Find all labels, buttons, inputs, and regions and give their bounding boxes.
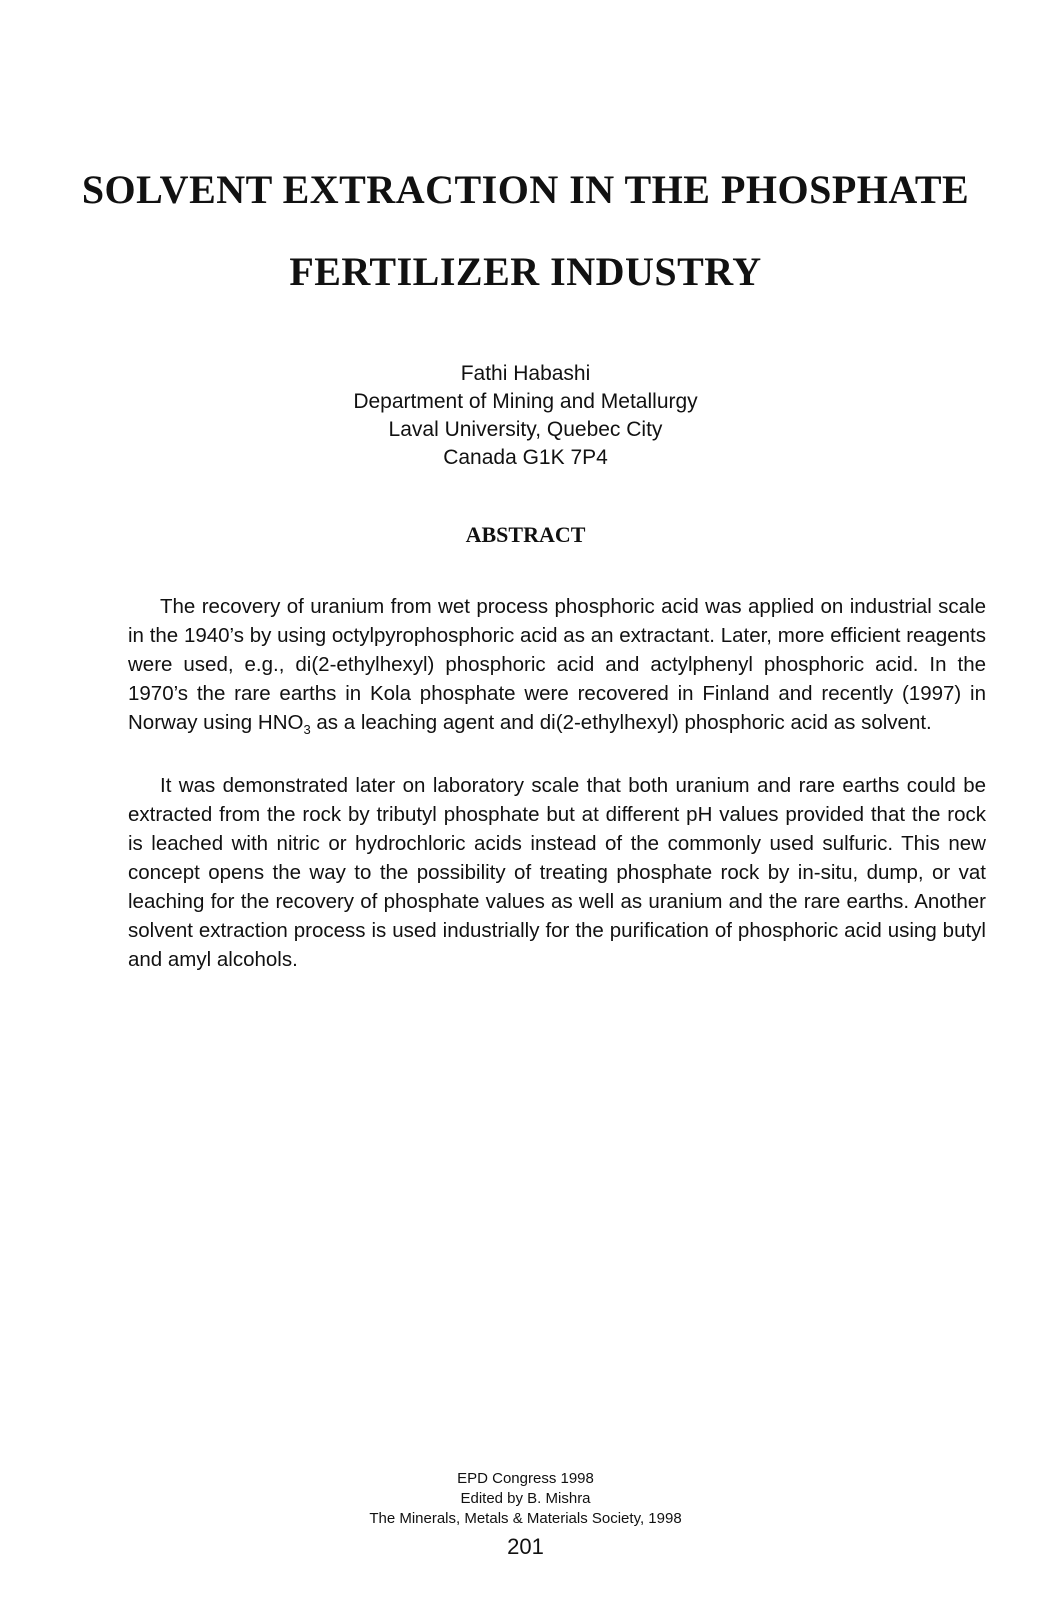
- footer-publisher: The Minerals, Metals & Materials Society, 1998: [369, 1510, 682, 1527]
- title-line-1: SOLVENT EXTRACTION IN THE PHOSPHATE: [81, 167, 970, 212]
- abstract-p1-text-a: The recovery of uranium from wet process phosphoric acid was applied on industrial scale in the 1940’s by using octylpyrophosphoric acid as an extractant. Later, more efficient reagents were used, e.g., di(2-ethylhexyl) phosphoric acid and actylphenyl phosphoric acid. In the 1970’s the rare earths in Kola phosphate were recovered in Finland and recently (1997) in Norway using HNO: [128, 595, 986, 734]
- abstract-p2-text: It was demonstrated later on laboratory scale that both uranium and rare earths could be extracted from the rock by tributyl phosphate but at different pH values provided that the rock is leached with nitric or hydrochloric acids instead of the commonly used sulfuric. This new concept opens the way to the possibility of treating phosphate rock by in-situ, dump, or vat leaching for the recovery of phosphate values as well as uranium and the rare earths. Another solvent extraction process is used industrially for the purification of phosphoric acid using butyl and amyl alcohols.: [128, 774, 986, 971]
- abstract-p1-subscript: 3: [303, 722, 311, 738]
- abstract-paragraph-2: [128, 771, 986, 974]
- author-university: Laval University, Quebec City: [388, 418, 663, 441]
- title-line-2: FERTILIZER INDUSTRY: [289, 249, 762, 294]
- page-number: 201: [507, 1534, 544, 1559]
- abstract-heading: ABSTRACT: [465, 522, 586, 547]
- author-block: [0, 360, 1051, 472]
- publication-footer: [0, 1469, 1051, 1529]
- footer-congress: EPD Congress 1998: [457, 1470, 594, 1487]
- author-name: Fathi Habashi: [460, 362, 591, 385]
- author-location: Canada G1K 7P4: [443, 446, 608, 469]
- author-department: Department of Mining and Metallurgy: [353, 390, 698, 413]
- abstract-p1-text-b: as a leaching agent and di(2-ethylhexyl) phosphoric acid as solvent.: [310, 711, 932, 734]
- abstract-paragraph-1: [128, 592, 986, 737]
- footer-editor: Edited by B. Mishra: [460, 1490, 591, 1507]
